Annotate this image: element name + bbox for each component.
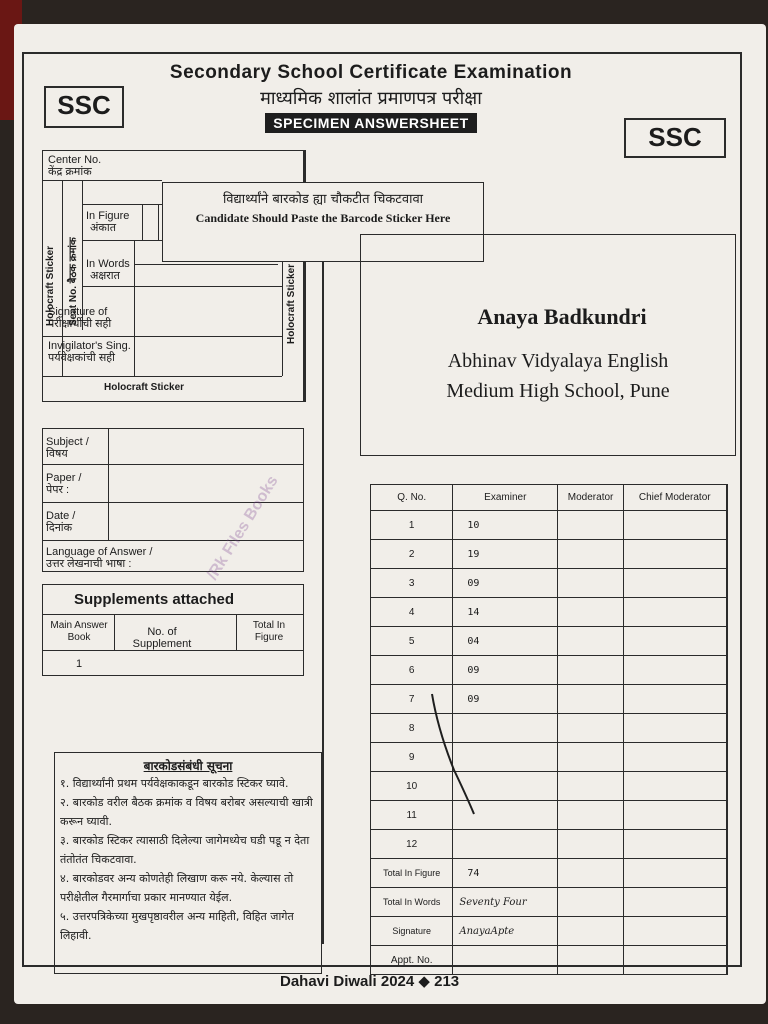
language-label-mr: उत्तर लेखनाची भाषा : bbox=[46, 558, 132, 570]
seat-no-vertical: Seat No. बैठक क्रमांक bbox=[68, 237, 79, 326]
total-figure-label: Total In Figure bbox=[371, 859, 453, 888]
in-figure-label-mr: अंकात bbox=[90, 222, 116, 234]
date-label-mr: दिनांक bbox=[46, 522, 73, 534]
signature-label: Signature of bbox=[48, 306, 108, 318]
page-footer: Dahavi Diwali 2024 ◆ 213 bbox=[280, 973, 460, 990]
empty-mark-cell bbox=[558, 627, 624, 656]
instruction-item: ३. बारकोड स्टिकर त्यासाठी दिलेल्या जागेमध्येच घडी पडू न देता तंतोतंत चिकटवावा. bbox=[60, 834, 310, 866]
center-no-label: Center No. bbox=[48, 154, 102, 166]
total-figure-value: 74 bbox=[453, 859, 558, 888]
exam-title-marathi: माध्यमिक शालांत प्रमाणपत्र परीक्षा bbox=[260, 88, 482, 109]
examiner-mark: 14 bbox=[453, 598, 558, 627]
empty-mark-cell bbox=[558, 743, 624, 772]
empty-mark-cell bbox=[623, 772, 726, 801]
instruction-item: १. विद्यार्थ्यांनी प्रथम पर्यवेक्षकाकडून बारकोड स्टिकर घ्यावे. bbox=[60, 777, 289, 790]
supplements-title: Supplements attached bbox=[74, 591, 235, 608]
sheet-border bbox=[22, 52, 742, 967]
empty-mark-cell bbox=[726, 540, 727, 569]
signature-row bbox=[371, 917, 728, 946]
empty-mark-cell bbox=[558, 830, 624, 859]
barcode-note-marathi: विद्यार्थ्यांने बारकोड ह्या चौकटीत चिकटवावा bbox=[222, 192, 424, 207]
supplements-col-total: Total In Figure bbox=[252, 620, 286, 643]
question-number: 7 bbox=[371, 685, 453, 714]
question-number: 5 bbox=[371, 627, 453, 656]
empty-mark-cell bbox=[623, 830, 726, 859]
marks-row bbox=[371, 656, 728, 685]
paper-label-mr: पेपर : bbox=[46, 484, 70, 496]
examiner-mark: 09 bbox=[453, 656, 558, 685]
total-figure-row bbox=[371, 859, 728, 888]
school-name-line1: Abhinav Vidyalaya English bbox=[447, 350, 669, 372]
question-number: 2 bbox=[371, 540, 453, 569]
sheet-header bbox=[166, 62, 576, 133]
marks-row bbox=[371, 569, 728, 598]
question-number: 4 bbox=[371, 598, 453, 627]
empty-mark-cell bbox=[558, 598, 624, 627]
empty-mark-cell bbox=[558, 772, 624, 801]
empty-mark-cell bbox=[558, 685, 624, 714]
empty-mark-cell bbox=[726, 569, 727, 598]
empty-mark-cell bbox=[726, 830, 727, 859]
in-words-label-mr: अक्षरात bbox=[90, 270, 120, 282]
instruction-item: ४. बारकोडवर अन्य कोणतेही लिखाण करू नये. केल्यास तो परीक्षेतील गैरमार्गाचा प्रकार मानण्यात येईल. bbox=[60, 872, 294, 904]
date-label: Date / bbox=[46, 510, 76, 522]
total-words-value: Seventy Four bbox=[453, 888, 558, 917]
subject-label: Subject / bbox=[46, 436, 89, 448]
subject-label-mr: विषय bbox=[46, 448, 68, 460]
watermark-text: /Rk Files Books bbox=[204, 472, 282, 584]
in-words-label: In Words bbox=[86, 258, 130, 270]
marks-header-cell bbox=[726, 485, 727, 511]
empty-mark-cell bbox=[726, 511, 727, 540]
question-number: 8 bbox=[371, 714, 453, 743]
examiner-mark: 10 bbox=[453, 511, 558, 540]
holocraft-sticker-right: Holocraft Sticker bbox=[286, 263, 297, 344]
instructions-heading: बारकोडसंबंधी सूचना bbox=[143, 759, 233, 773]
invigilator-label: Invigilator's Sing. bbox=[48, 340, 131, 352]
candidate-name: Anaya Badkundri bbox=[477, 304, 647, 329]
empty-mark-cell bbox=[623, 714, 726, 743]
marks-header-cell: Q. No. bbox=[371, 485, 453, 511]
appt-row bbox=[371, 946, 728, 975]
ssc-logo-right: SSC bbox=[624, 118, 726, 158]
empty-mark-cell bbox=[623, 801, 726, 830]
empty-mark-cell bbox=[623, 598, 726, 627]
empty-mark-cell bbox=[623, 627, 726, 656]
question-number: 12 bbox=[371, 830, 453, 859]
center-no-label-mr: केंद्र क्रमांक bbox=[48, 166, 92, 178]
empty-mark-cell bbox=[726, 685, 727, 714]
holocraft-sticker-bottom: Holocraft Sticker bbox=[104, 382, 185, 393]
specimen-banner: SPECIMEN ANSWERSHEET bbox=[265, 113, 476, 133]
total-words-row bbox=[371, 888, 728, 917]
marks-row bbox=[371, 540, 728, 569]
empty-mark-cell bbox=[623, 511, 726, 540]
cross-out-stroke bbox=[424, 690, 484, 820]
language-label: Language of Answer / bbox=[46, 546, 153, 558]
total-words-label: Total In Words bbox=[371, 888, 453, 917]
empty-mark-cell bbox=[623, 685, 726, 714]
empty-mark-cell bbox=[558, 569, 624, 598]
marks-header-row bbox=[371, 485, 728, 511]
paper-label: Paper / bbox=[46, 472, 82, 484]
exam-title-english: Secondary School Certificate Examination bbox=[169, 62, 573, 83]
marks-row bbox=[371, 511, 728, 540]
empty-mark-cell bbox=[726, 743, 727, 772]
question-number: 11 bbox=[371, 801, 453, 830]
signature-row-label: Signature bbox=[371, 917, 453, 946]
supplements-main-value: 1 bbox=[76, 658, 83, 670]
examiner-mark: 09 bbox=[453, 685, 558, 714]
invigilator-label-mr: पर्यवेक्षकांची सही bbox=[48, 352, 115, 364]
answer-sheet-page bbox=[14, 24, 766, 1004]
school-name-line2: Medium High School, Pune bbox=[446, 380, 670, 402]
barcode-note-english: Candidate Should Paste the Barcode Sticker Here bbox=[195, 211, 451, 225]
examiner-mark bbox=[453, 830, 558, 859]
examiner-mark: 04 bbox=[453, 627, 558, 656]
supplements-col-number: No. of Supplement bbox=[132, 626, 192, 650]
empty-mark-cell bbox=[623, 540, 726, 569]
ssc-logo-left: SSC bbox=[44, 86, 124, 128]
empty-mark-cell bbox=[558, 656, 624, 685]
supplements-col-main: Main Answer Book bbox=[50, 620, 108, 643]
signature-label-mr: परीक्षार्थीची सही bbox=[48, 318, 112, 330]
empty-mark-cell bbox=[726, 656, 727, 685]
marks-header-cell: Chief Moderator bbox=[623, 485, 726, 511]
empty-mark-cell bbox=[558, 714, 624, 743]
empty-mark-cell bbox=[726, 772, 727, 801]
question-number: 10 bbox=[371, 772, 453, 801]
holocraft-sticker-vertical: Holocraft Sticker bbox=[45, 245, 56, 326]
marks-row bbox=[371, 627, 728, 656]
empty-mark-cell bbox=[726, 598, 727, 627]
instruction-item: २. बारकोड वरील बैठक क्रमांक व विषय बरोबर असल्याची खात्री करून घ्यावी. bbox=[60, 796, 313, 828]
empty-mark-cell bbox=[558, 540, 624, 569]
empty-mark-cell bbox=[726, 714, 727, 743]
question-number: 3 bbox=[371, 569, 453, 598]
in-figure-label: In Figure bbox=[86, 210, 130, 222]
empty-mark-cell bbox=[726, 627, 727, 656]
question-number: 1 bbox=[371, 511, 453, 540]
empty-mark-cell bbox=[726, 801, 727, 830]
examiner-mark: 09 bbox=[453, 569, 558, 598]
examiner-signature: AnayaApte bbox=[453, 917, 558, 946]
marks-header-cell: Examiner bbox=[453, 485, 558, 511]
empty-mark-cell bbox=[558, 511, 624, 540]
empty-mark-cell bbox=[623, 743, 726, 772]
examiner-mark: 19 bbox=[453, 540, 558, 569]
empty-mark-cell bbox=[558, 801, 624, 830]
marks-header-cell: Moderator bbox=[558, 485, 624, 511]
empty-mark-cell bbox=[623, 656, 726, 685]
candidate-info bbox=[370, 304, 746, 406]
appt-label: Appt. No. bbox=[371, 946, 453, 975]
question-number: 6 bbox=[371, 656, 453, 685]
question-number: 9 bbox=[371, 743, 453, 772]
barcode-instructions bbox=[54, 752, 322, 974]
empty-mark-cell bbox=[623, 569, 726, 598]
instruction-item: ५. उत्तरपत्रिकेच्या मुखपृष्ठावरील अन्य माहिती, विहित जागेत लिहावी. bbox=[60, 910, 294, 942]
marks-row bbox=[371, 830, 728, 859]
marks-row bbox=[371, 598, 728, 627]
